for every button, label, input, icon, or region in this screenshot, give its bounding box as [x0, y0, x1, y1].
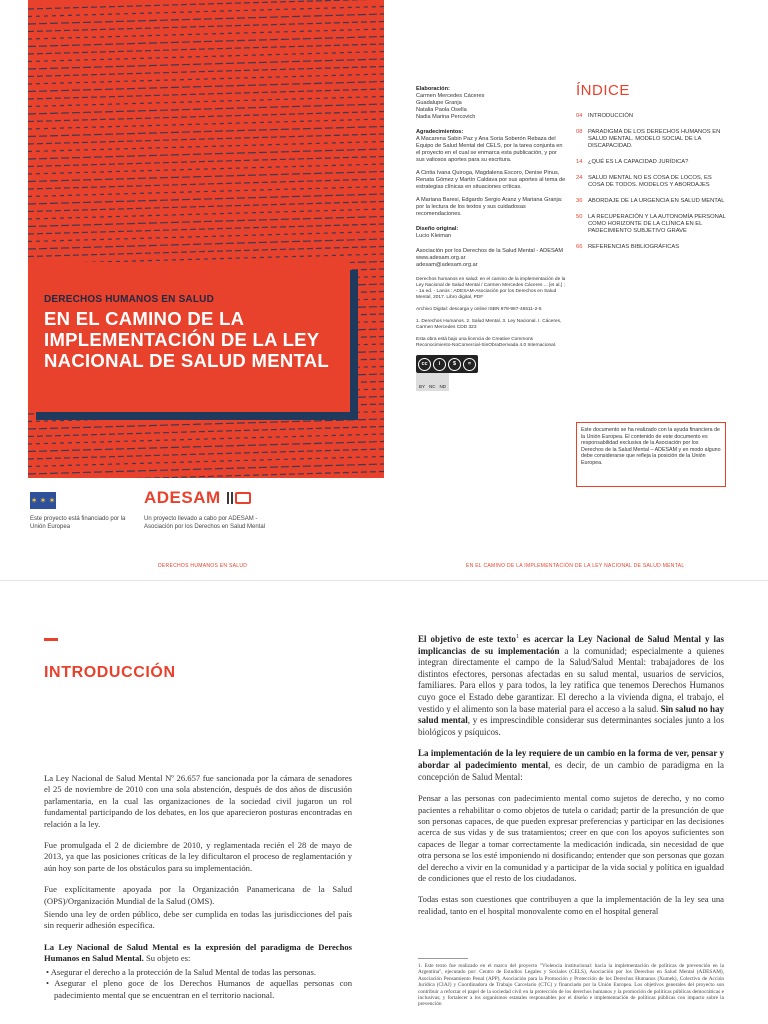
intro-paragraph: La implementación de la ley requiere de un cambio en la forma de ver, pensar y abordar al padecimiento mental, es decir, de un cambio de paradigma en la concepción de Salud Mental:	[418, 748, 724, 782]
index-item-label: ABORDAJE DE LA URGENCIA EN SALUD MENTAL	[588, 198, 725, 204]
intro-title: INTRODUCCIÓN	[44, 664, 176, 681]
index-page-number: 24	[576, 175, 583, 181]
eu-caption: Este proyecto está financiado por la Unión Europea	[30, 516, 126, 530]
stripe-line	[28, 67, 384, 77]
index-page-number: 08	[576, 129, 583, 135]
page-divider	[0, 580, 768, 581]
org-website[interactable]: www.adesam.org.ar	[416, 255, 466, 261]
acknowledgement: A Mariana Baresi, Edgardo Sergio Aranz y Mariana Granja: por la lectura de los textos y sus cuidadosas recomendaciones.	[416, 197, 563, 217]
cc-logo-icon: cc i $ =	[416, 355, 478, 373]
stripe-line	[28, 202, 384, 212]
eu-disclaimer-box: Este documento se ha realizado con la ayuda financiera de la Unión Europea. El contenido de este documento es responsabilidad exclusiva de la Asociación por los Derechos de la Salud Mental – ADESAM y en modo alguno debe considerarse que refleja la posición de la Unión Europea.	[576, 422, 726, 487]
subjects-record: 1. Derechos Humanos. 2. Salud Mental. 3. Ley Nacional. I. Cáceres, Carmen Mercedes CDD 323	[416, 319, 562, 330]
isbn-record: Archivo Digital: descarga y online ISBN 978-987-46511-2-5	[416, 307, 542, 312]
intro-left-column	[44, 773, 352, 1024]
logo-strip	[28, 488, 384, 548]
index-page-number: 66	[576, 244, 583, 250]
index-item-label: INTRODUCCIÓN	[588, 113, 634, 119]
footnote: 1. Este texto fue realizado en el marco del proyecto "Violencia institucional: hacia la implementación de políticas de prevención en la Argentina", ejecutado por: Centro de Estudios Legales y Sociales (CELS), Asociación por los Derechos en Salud Mental (ADESAM), Asociación Pensamiento Penal (APP), Asociación para la Promoción y Protección de los Derechos Humanos (Xumek), Colectivo de Acción Jurídica (CIAJ) y Coordinadora de Trabajo Carcelario (CTC) y financiado por la Unión Europea. Los objetivos generales del proyecto son contribuir a reforzar el papel de la sociedad civil en la protección de los derechos humanos y la promoción de políticas públicas democráticas e inclusivas; y fortalecer a los organismos estatales responsables por el diseño e implementación de políticas públicas con impacto sobre la prevención	[418, 963, 724, 1008]
intro-text: Su objeto es:	[143, 953, 191, 964]
author-name: Natalia Paola Osella	[416, 107, 467, 113]
running-head-right: EN EL CAMINO DE LA IMPLEMENTACIÓN DE LA LEY NACIONAL DE SALUD MENTAL	[466, 563, 685, 569]
index-page-number: 04	[576, 113, 583, 119]
author-name: Guadalupe Granja	[416, 100, 462, 106]
index-page-number: 14	[576, 159, 583, 165]
index-item[interactable]	[576, 214, 726, 235]
author-name: Nadia Marina Percovich	[416, 114, 476, 120]
stripe-line	[28, 224, 384, 234]
adesam-wordmark: ADESAM	[144, 488, 221, 507]
stripe-line	[28, 472, 384, 479]
title-band-shadow-right	[350, 270, 358, 412]
adesam-mark-icon	[227, 492, 251, 504]
intro-paragraph: Pensar a las personas con padecimiento mental como sujetos de derecho, y no como pacientes a rehabilitar o como objetos de tutela o caridad; partir de la presunción de que son personas capaces, de que pueden expresar preferencias y participar en las decisiones acerca de sus vidas y de sus tratamientos; creer en que con los apoyos suficientes son capaces de llegar a tomar correctamente la medicación indicada, sin necesidad de que otra persona se los esté imponiendo ni dosificando; entender que son personas que gozan del derecho a vivir en la comunidad y a participar de la vida social y política en igualdad de condiciones que el resto de los ciudadanos.	[418, 793, 724, 883]
index-item[interactable]	[576, 198, 726, 205]
intro-bold-text: La Ley Nacional de Salud Mental es la expresión del paradigma de Derechos Humanos en Salud Mental.	[44, 941, 352, 964]
credits-column	[416, 86, 566, 391]
adesam-caption: Un proyecto llevado a cabo por ADESAM - Asociación por los Derechos en Salud Mental	[144, 516, 266, 530]
cc-tag: NC	[429, 384, 436, 389]
acknowledgement: A Macarena Sabin Paz y Ana Soria Soberón Rebaza del Equipo de Salud Mental del CELS, por la tarea conjunta en el proyecto en el cual se enmarca esta publicación, y por sus valiosos aportes para su escritura.	[416, 136, 563, 163]
org-name: Asociación por los Derechos de la Salud Mental - ADESAM	[416, 248, 564, 254]
objectives-list	[44, 967, 352, 1001]
cc-tags	[416, 373, 566, 391]
index-page-number: 50	[576, 214, 583, 220]
index-page-number: 36	[576, 198, 583, 204]
diseno-label: Diseño original:	[416, 226, 459, 232]
footnote-rule	[418, 958, 468, 959]
cover-title-band	[28, 262, 350, 412]
intro-paragraph: Siendo una ley de orden público, debe ser cumplida en todas las jurisdicciones del país sin requerir adhesión específica.	[44, 909, 352, 931]
stripe-line	[28, 179, 384, 189]
index-item-label: REFERENCIAS BIBLIOGRÁFICAS	[588, 244, 680, 250]
cc-tag: ND	[439, 384, 447, 389]
running-head-left: DERECHOS HUMANOS EN SALUD	[158, 563, 248, 569]
index-item-label: LA RECUPERACIÓN Y LA AUTONOMÍA PERSONAL COMO HORIZONTE DE LA CLÍNICA EN EL PADECIMIENTO SUBJETIVO GRAVE	[588, 214, 726, 234]
stripe-line	[28, 89, 384, 99]
index-item[interactable]	[576, 159, 726, 166]
license-text: Esta obra está bajo una licencia de Creative Commons Reconocimiento-NoComercial-SinObraDerivada 4.0 Internacional.	[416, 337, 557, 348]
index-title: ÍNDICE	[576, 82, 630, 99]
intro-paragraph: El objetivo de este texto$^1$ es acercar la Ley Nacional de Salud Mental y las implicancias de su implementación a la comunidad; especialmente a quienes integran directamente el campo de la Salud/Salud Mental: trabajadores de los distintos efectores, personas afectadas en su salud mental, usuarios de servicios, familiares. Para ellos y para todos, la ley ratifica que tenemos Derechos Humanos cuyo goce el Estado debe garantizar. El derecho a la vivienda digna, el trabajo, el vestido y el alimento son la base material para el acceso a la salud. Sin salud no hay salud mental, y es imprescindible considerar sus determinantes sociales junto a los biológicos y psíquicos.	[418, 634, 724, 737]
stripe-line	[28, 449, 384, 459]
elaboracion-label: Elaboración:	[416, 86, 450, 92]
catalog-record: Derechos humanos en salud: en el camino de la implementación de la Ley Nacional de Salud Mental / Carmen Mercedes Cáceres ... [et al.] ; - 1a ed. - Lanús : ADESAM-Asociación por los Derechos en Salud Mental, 2017. Libro digital, PDF	[416, 277, 566, 300]
list-item: • Asegurar el pleno goce de los Derechos Humanos de aquellas personas con padecimiento mental que se encuentran en el territorio nacional.	[46, 978, 352, 1000]
intro-paragraph: Fue promulgada el 2 de diciembre de 2010, y reglamentada recién el 28 de mayo de 2013, ya que las posiciones críticas de la ley dificultaron el proceso de reglamentación y aún hoy son parte de los obstáculos para su implementación.	[44, 840, 352, 873]
author-name: Carmen Mercedes Cáceres	[416, 93, 485, 99]
stripe-line	[28, 157, 384, 167]
intro-paragraph: Fue explícitamente apoyada por la Organización Panamericana de la Salud (OPS)/Organización Mundial de la Salud (OMS).	[44, 884, 352, 906]
index-item[interactable]	[576, 129, 726, 150]
stripe-line	[28, 427, 384, 437]
eu-flag-icon: ✶ ✶ ✶	[30, 492, 56, 509]
stripe-line	[28, 22, 384, 32]
section-dash	[44, 638, 58, 641]
intro-paragraph: Todas estas son cuestiones que contribuyen a que la implementación de la ley sea una realidad, tanto en el hospital monovalente como en el hospital general	[418, 894, 724, 916]
index-item[interactable]	[576, 113, 726, 120]
title-band-shadow-bottom	[36, 412, 358, 420]
cc-tag: BY	[419, 384, 426, 389]
index-list	[576, 113, 726, 251]
designer-name: Lucio Kleiman	[416, 233, 452, 239]
list-item: • Asegurar el derecho a la protección de la Salud Mental de todas las personas.	[46, 966, 317, 977]
intro-right-column	[418, 632, 724, 932]
index-item[interactable]	[576, 175, 726, 189]
intro-paragraph	[44, 942, 352, 965]
stripe-line	[28, 247, 384, 257]
stripe-line	[28, 134, 384, 144]
org-email[interactable]: adesam@adesam.org.ar	[416, 262, 478, 268]
stripe-line	[28, 112, 384, 122]
agradecimientos-label: Agradecimientos:	[416, 129, 464, 135]
stripe-line	[28, 44, 384, 54]
stripe-line	[28, 0, 384, 9]
footnote-ref[interactable]: 1	[515, 634, 519, 640]
index-item-label: SALUD MENTAL NO ES COSA DE LOCOS, ES COSA DE TODOS. MODELOS Y ABORDAJES	[588, 175, 712, 188]
index-item[interactable]	[576, 244, 726, 251]
cover-kicker: DERECHOS HUMANOS EN SALUD	[44, 294, 215, 305]
adesam-logo	[144, 488, 251, 508]
cc-badge[interactable]	[416, 355, 566, 373]
intro-paragraph: La Ley Nacional de Salud Mental Nº 26.657 fue sancionada por la cámara de senadores el 25 de noviembre de 2010 con una sola abstención, después de dos años de discusión parlamentaria, en la cual las organizaciones de la sociedad civil jugaron un rol fundamental participando de los debates, en los que aparecieron posturas encontradas en relación a la ley.	[44, 773, 352, 829]
cover-title: EN EL CAMINO DE LA IMPLEMENTACIÓN DE LA LEY NACIONAL DE SALUD MENTAL	[44, 308, 330, 371]
index-item-label: PARADIGMA DE LOS DERECHOS HUMANOS EN SALUD MENTAL. MODELO SOCIAL DE LA DISCAPACIDAD.	[588, 129, 721, 149]
acknowledgement: A Cintia Ivana Quiroga, Magdalena Escoro, Denise Pinus, Renata Gómez y Martín Caldava por sus aportes al tema de estrategias clínicas en situaciones críticas.	[416, 170, 566, 190]
index-item-label: ¿QUÉ ES LA CAPACIDAD JURÍDICA?	[588, 159, 689, 165]
